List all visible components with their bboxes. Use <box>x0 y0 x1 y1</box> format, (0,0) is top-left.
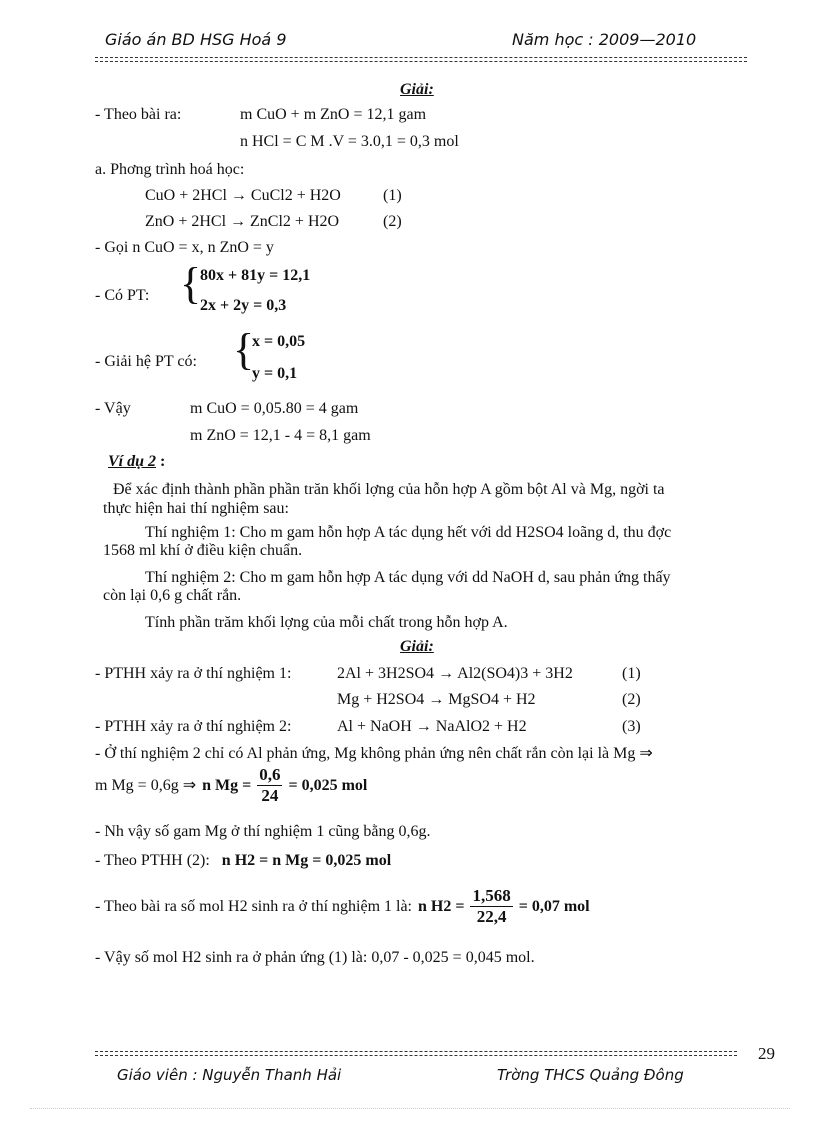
exp1-label: - PTHH xảy ra ở thí nghiệm 1: <box>95 665 292 682</box>
header-title: Giáo án BD HSG Hoá 9 <box>105 30 287 49</box>
reaction-2: ZnO + 2HCl → ZnCl2 + H2O <box>145 213 340 230</box>
example-2-heading <box>108 452 165 472</box>
h2-reaction-1: - Vậy số mol H2 sinh ra ở phản ứng (1) là: 0,07 - 0,025 = 0,045 mol. <box>95 949 535 966</box>
h2-total-numerator: 1,568 <box>472 886 511 905</box>
problem-para-3b: còn lại 0,6 g chất rắn. <box>103 587 242 604</box>
mg-moles-fraction <box>257 765 282 806</box>
h2-total-line <box>95 886 590 927</box>
h2-total-denominator: 22,4 <box>476 907 507 926</box>
system-eq-2: 2x + 2y = 0,3 <box>200 297 287 314</box>
exp1-eq-1: 2Al + 3H2SO4 → Al2(SO4)3 + 3H2 <box>337 665 573 682</box>
page-number: 29 <box>758 1044 775 1063</box>
mass-equation: m CuO + m ZnO = 12,1 gam <box>240 106 427 123</box>
header-rule-2 <box>95 61 747 62</box>
h2-total-fraction <box>470 886 512 927</box>
footer-school: Trờng THCS Quảng Đông <box>497 1066 684 1084</box>
h2-moles-label: - Theo PTHH (2): <box>95 852 210 869</box>
mg-moles-result: = 0,025 mol <box>288 776 368 794</box>
system-label: - Có PT: <box>95 287 150 304</box>
mg-moles-numerator: 0,6 <box>259 765 281 784</box>
example-2-title: Ví dụ 2 <box>108 453 157 470</box>
problem-para-2a: Thí nghiệm 1: Cho m gam hỗn hợp A tác dụng hết với dd H2SO4 loãng d, thu đợc <box>145 524 672 541</box>
exp2-eq-number: (3) <box>622 718 641 735</box>
problem-para-2b: 1568 ml khí ở điều kiện chuẩn. <box>103 542 303 559</box>
conclusion-label: - Vậy <box>95 400 131 417</box>
reaction-1: CuO + 2HCl → CuCl2 + H2O <box>145 187 341 204</box>
footer-rule-2 <box>95 1055 737 1056</box>
exp2-label: - PTHH xảy ra ở thí nghiệm 2: <box>95 718 292 735</box>
exp1-eq-2: Mg + H2SO4 → MgSO4 + H2 <box>337 691 536 708</box>
solution-brace: { <box>233 325 255 374</box>
given-label: - Theo bài ra: <box>95 106 182 123</box>
problem-para-1a: Để xác định thành phần phần trăn khối lợng của hỗn hợp A gồm bột Al và Mg, ngời ta <box>113 481 665 498</box>
reaction-2-number: (2) <box>383 213 402 230</box>
page-bottom-dotted-line <box>30 1108 790 1109</box>
problem-para-3a: Thí nghiệm 2: Cho m gam hỗn hợp A tác dụng với dd NaOH d, sau phản ứng thấy <box>145 569 671 586</box>
footer-teacher: Giáo viên : Nguyễn Thanh Hải <box>117 1066 342 1084</box>
h2-total-label: - Theo bài ra số mol H2 sinh ra ở thí nghiệm 1 là: <box>95 897 412 915</box>
solution-x: x = 0,05 <box>252 333 306 350</box>
reactions-title: a. Phơng trình hoá học: <box>95 161 245 178</box>
variables-line: - Gọi n CuO = x, n ZnO = y <box>95 239 274 256</box>
problem-para-1b: thực hiện hai thí nghiệm sau: <box>103 500 289 517</box>
solution-2-title: Giải: <box>400 638 434 655</box>
h2-moles-line <box>95 851 391 871</box>
mass-cuo: m CuO = 0,05.80 = 4 gam <box>190 400 359 417</box>
hcl-moles: n HCl = C M .V = 3.0,1 = 0,3 mol <box>240 133 459 150</box>
system-brace: { <box>180 259 202 308</box>
mg-moles-denominator: 24 <box>261 786 279 805</box>
mg-mass: m Mg = 0,6g ⇒ <box>95 776 197 794</box>
mg-moles-symbol: n Mg = <box>202 776 252 794</box>
mass-zno: m ZnO = 12,1 - 4 = 8,1 gam <box>190 427 371 444</box>
solution-1-title: Giải: <box>400 81 434 98</box>
mg-mass-note: - Nh vậy số gam Mg ở thí nghiệm 1 cũng bằng 0,6g. <box>95 823 431 840</box>
h2-total-result: = 0,07 mol <box>518 897 590 915</box>
problem-question: Tính phần trăm khối lợng của mỗi chất trong hỗn hợp A. <box>145 614 508 631</box>
header-rule <box>95 57 747 58</box>
exp1-eq-2-number: (2) <box>622 691 641 708</box>
footer-rule <box>95 1051 737 1052</box>
exp2-eq: Al + NaOH → NaAlO2 + H2 <box>337 718 527 735</box>
exp1-eq-1-number: (1) <box>622 665 641 682</box>
solution-y: y = 0,1 <box>252 365 298 382</box>
header-year: Năm học : 2009—2010 <box>512 30 697 49</box>
reaction-1-number: (1) <box>383 187 402 204</box>
system-eq-1: 80x + 81y = 12,1 <box>200 267 311 284</box>
h2-total-symbol: n H2 = <box>418 897 465 915</box>
example-2-colon: : <box>160 453 166 470</box>
exp2-remark: - Ở thí nghiệm 2 chỉ có Al phản ứng, Mg không phản ứng nên chất rắn còn lại là Mg ⇒ <box>95 745 653 762</box>
mg-moles-line <box>95 765 367 806</box>
h2-moles-eq: n H2 = n Mg = 0,025 mol <box>221 852 392 869</box>
solve-label: - Giải hệ PT có: <box>95 353 197 370</box>
